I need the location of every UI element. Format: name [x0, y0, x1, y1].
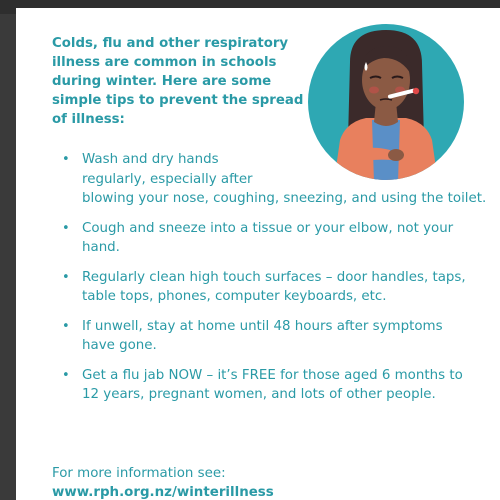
bullet-icon: •: [62, 269, 70, 285]
tip-text: Cough and sneeze into a tissue or your elbow, not your hand.: [82, 220, 454, 255]
bullet-icon: •: [62, 152, 70, 167]
tip-text-part-a: Wash and dry hands regularly, especially after: [82, 152, 253, 187]
bullet-icon: •: [62, 220, 70, 236]
tip-text: Get a flu jab NOW – it’s FREE for those aged 6 months to 12 years, pregnant women, and lots of other people.: [82, 367, 463, 402]
info-card: [16, 8, 500, 500]
cheek-left: [369, 87, 379, 94]
bullet-icon: •: [62, 318, 70, 334]
more-info-link[interactable]: www.rph.org.nz/winterillness: [52, 485, 274, 500]
tip-text: Regularly clean high touch surfaces – door handles, taps, table tops, phones, computer keyboards, etc.: [82, 269, 466, 304]
tip-item: [52, 150, 492, 209]
more-info-label: For more information see:: [52, 466, 226, 481]
tip-text: If unwell, stay at home until 48 hours after symptoms have gone.: [82, 318, 443, 353]
tip-item: [52, 366, 472, 405]
thermometer-bulb: [413, 88, 419, 94]
tip-item: [52, 219, 472, 258]
tip-item: [52, 317, 472, 356]
tip-item: [52, 268, 472, 307]
bullet-icon: •: [62, 367, 70, 383]
tips-list: [52, 150, 487, 415]
tip-text-part-b: blowing your nose, coughing, sneezing, and using the toilet.: [82, 191, 487, 206]
intro-heading: Colds, flu and other respiratory illness are common in schools during winter. Here are some simple tips to prevent the spread of illness:: [52, 36, 304, 127]
